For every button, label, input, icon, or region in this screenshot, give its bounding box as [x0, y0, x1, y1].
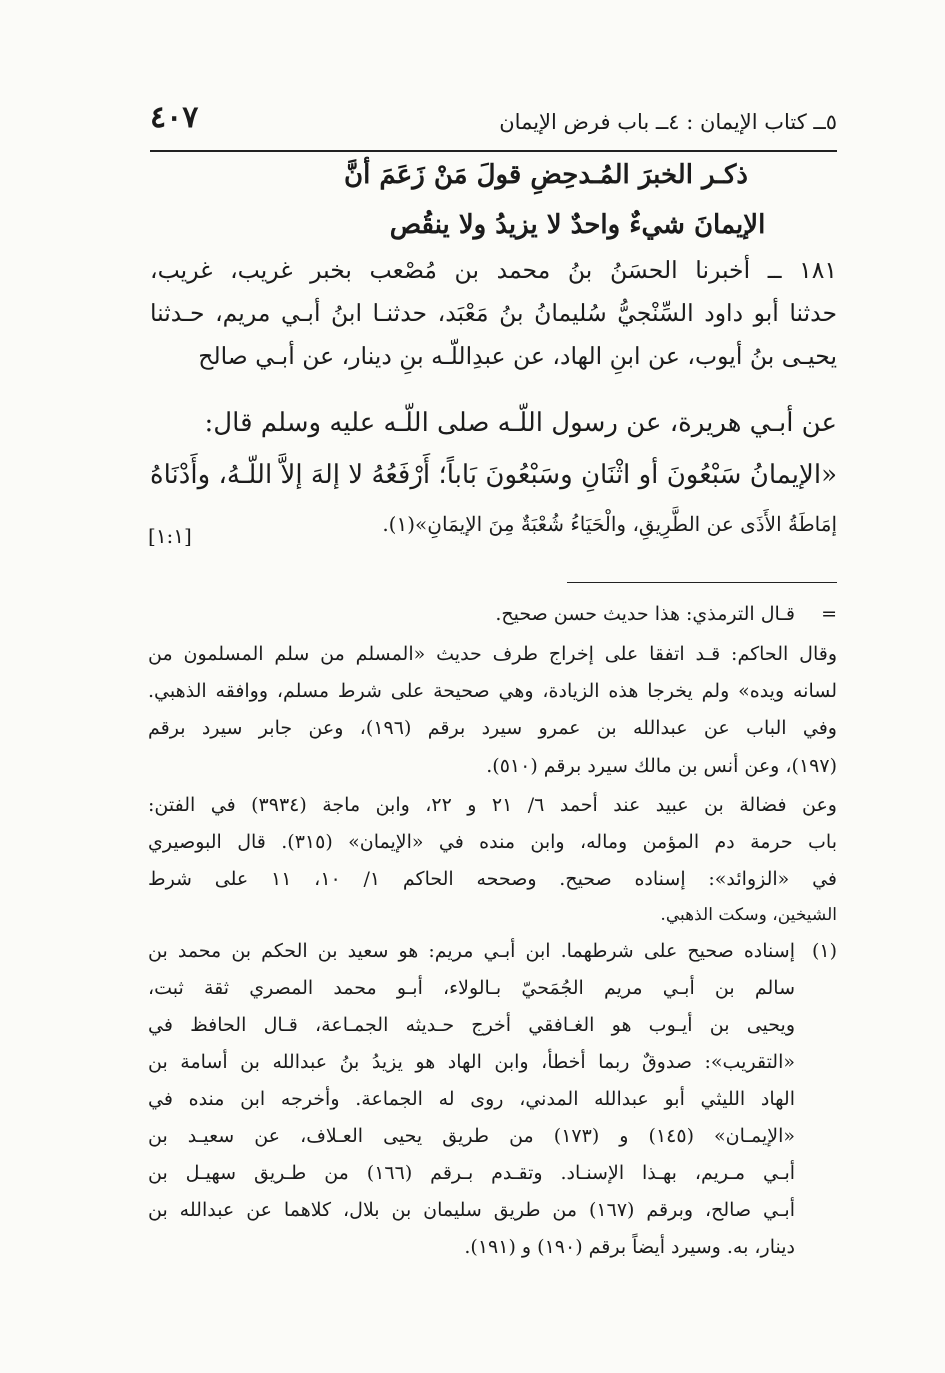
footnote-line: لسانه ويده» ولم يخرجا هذه الزيادة، وهي صحيحة على شرط مسلم، ووافقه الذهبي. — [148, 680, 837, 702]
isnad-line: حدثنا أبو داود السِّنْجيُّ سُليمانُ بنُ مَعْبَد، حدثنـا ابنُ أبـي مريم، حـدثنا — [150, 299, 837, 327]
chapter-heading-line-2: الإيمانَ شيءٌ واحدٌ لا يزيدُ ولا ينقُص — [389, 210, 766, 240]
footnote-line: ويحيى بن أيـوب هو الغـافقي أخرج حـديثه الجمـاعة، قـال الحافظ في — [148, 1014, 795, 1036]
footnote-line: باب حرمة دم المؤمن وماله، وابن منده في «الإيمان» (٣١٥). قال البوصيري — [148, 831, 837, 853]
footnote-line: أبـي مـريم، بهـذا الإسنـاد. وتقـدم بـرقم (١٦٦) من طـريق سهيـل بن — [148, 1162, 796, 1184]
footnote-line: دينار، به. وسيرد أيضاً برقم (١٩٠) و (١٩١). — [464, 1236, 795, 1258]
hadith-text-line: عن أبـي هريرة، عن رسول اللّـه صلى اللّـه عليه وسلم قال: — [204, 408, 837, 438]
footnote-line: أبـي صالح، وبرقم (١٦٧) من طريق سليمان بن بلال، كلاهما عن عبدالله بن — [148, 1199, 795, 1221]
footnote-line: «التقريب»: صدوقٌ ربما أخطأ، وابن الهاد هو يزيدُ بنُ عبدالله بن أسامة بن — [148, 1051, 795, 1073]
isnad-line: ١٨١ ــ أخبرنا الحسَنُ بنُ محمد بن مُصْعب بخبر غريب، غريب، — [150, 256, 837, 284]
footnote-line: وقال الحاكم: قـد اتفقا على إخراج طرف حديث «المسلم من سلم المسلمون من — [148, 643, 837, 665]
footnote-line: (١٩٧)، وعن أنس بن مالك سيرد برقم (٥١٠). — [486, 755, 837, 777]
hadith-reference: [١:١] — [148, 524, 192, 548]
footnote-continuation-marker: = — [821, 603, 837, 625]
footnote-line: في «الزوائد»: إسناده صحيح. وصححه الحاكم ١/ ١٠، ١١ على شرط — [148, 868, 837, 890]
footnote-line: قـال الترمذي: هذا حديث حسن صحيح. — [495, 603, 795, 625]
running-title: ٥ــ كتاب الإيمان : ٤ــ باب فرض الإيمان — [499, 110, 837, 134]
footnote-line: الشيخين، وسكت الذهبي. — [660, 905, 837, 925]
hadith-text-line: «الإيمانُ سَبْعُونَ أو اثْنَانِ وسَبْعُونَ بَاباً؛ أَرْفَعُهُ لا إلهَ إلاَّ اللّـهُ، وأَدْنَاهُ — [150, 460, 837, 490]
footnote-line: «الإيمـان» (١٤٥) و (١٧٣) من طريق يحيى العـلاف، عن سعيـد بن — [148, 1125, 795, 1147]
footnote-line: وفي الباب عن عبدالله بن عمرو سيرد برقم (١٩٦)، وعن جابر سيرد برقم — [148, 717, 837, 739]
isnad-line: يحيـى بنُ أيوب، عن ابنِ الهاد، عن عبدِاللّـه بنِ دينار، عن أبـي صالح — [198, 342, 837, 370]
header-rule — [150, 150, 837, 152]
page-number: ٤٠٧ — [150, 100, 199, 135]
footnote-separator — [567, 582, 837, 583]
footnote-line: سالم بن أبـي مريم الجُمَحيّ بـالولاء، أبـو محمد المصري ثقة ثبت، — [148, 977, 795, 999]
footnote-line: وعن فضالة بن عبيد عند أحمد ٦/ ٢١ و ٢٢، وابن ماجة (٣٩٣٤) في الفتن: — [148, 794, 837, 816]
footnote-line: الهاد الليثي أبو عبدالله المدني، روى له الجماعة. وأخرجه ابن منده في — [148, 1088, 795, 1110]
hadith-text-line: إمَاطَةُ الأَذَى عن الطَّرِيقِ، والْحَيَاءُ شُعْبَةٌ مِنَ الإيمَانِ»(١). — [382, 512, 837, 536]
chapter-heading-line-1: ذكـر الخبرَ المُـدحِضِ قولَ مَنْ زَعَمَ أنَّ — [344, 160, 748, 190]
footnote-line: إسناده صحيح على شرطهما. ابن أبـي مريم: هو سعيد بن الحكم بن محمد بن — [148, 940, 795, 962]
footnote-number: (١) — [811, 940, 837, 962]
